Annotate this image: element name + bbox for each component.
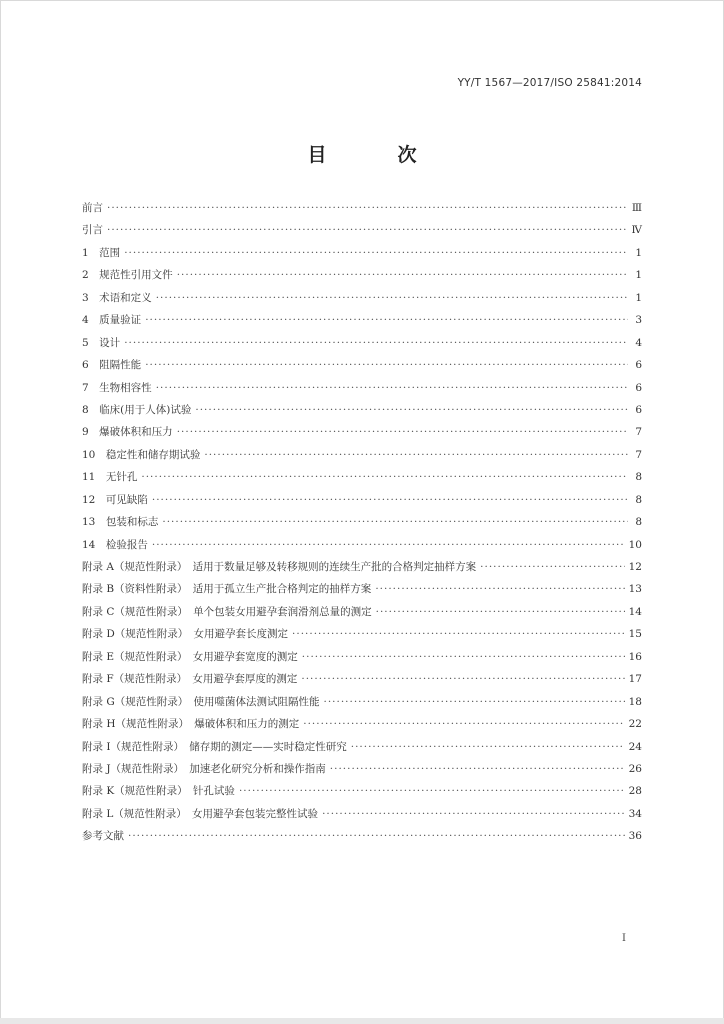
toc-entry[interactable] (82, 264, 642, 286)
toc-entry[interactable] (82, 803, 642, 825)
toc-leader-dots (128, 825, 625, 847)
toc-leader-dots (124, 332, 628, 354)
toc-entry[interactable] (82, 466, 642, 488)
toc-entry-label: 前言 (82, 202, 103, 214)
toc-entry[interactable] (82, 489, 642, 511)
toc-entry[interactable] (82, 511, 642, 533)
toc-entry-page: 13 (628, 583, 642, 596)
toc-entry-label: 附录 H（规范性附录） 爆破体积和压力的测定 (82, 718, 300, 731)
toc-entry-page: 16 (628, 650, 642, 663)
toc-entry-page: 22 (628, 718, 642, 731)
toc-leader-dots (145, 354, 628, 376)
toc-entry-label: 附录 E（规范性附录） 女用避孕套宽度的测定 (82, 650, 298, 663)
toc-entry[interactable] (82, 601, 642, 623)
toc-leader-dots (152, 534, 625, 556)
toc-entry-page: 15 (628, 628, 642, 641)
toc-entry[interactable] (82, 219, 642, 241)
toc-entry[interactable] (82, 534, 642, 556)
toc-entry[interactable] (82, 623, 642, 645)
toc-leader-dots (124, 242, 628, 264)
toc-leader-dots (303, 713, 624, 735)
toc-entry[interactable] (82, 780, 642, 802)
toc-entry-page: 34 (628, 807, 642, 820)
toc-entry-label: 6 阻隔性能 (82, 359, 142, 372)
toc-entry-label: 9 爆破体积和压力 (82, 426, 173, 439)
toc-entry-label: 5 设计 (82, 336, 121, 349)
toc-leader-dots (351, 736, 625, 758)
toc-entry[interactable] (82, 713, 642, 735)
toc-leader-dots (195, 399, 628, 421)
toc-entry-label: 附录 K（规范性附录） 针孔试验 (82, 785, 235, 798)
toc-entry-page: 12 (628, 561, 642, 573)
toc-entry-label: 引言 (82, 224, 103, 237)
toc-leader-dots (239, 780, 625, 802)
toc-entry-page: 6 (635, 403, 642, 416)
toc-entry-label: 1 范围 (82, 246, 121, 259)
toc-entry-page: 26 (628, 762, 642, 775)
toc-entry-label: 3 术语和定义 (82, 291, 152, 304)
standard-code: YY/T 1567—2017/ISO 25841:2014 (457, 77, 642, 89)
toc-entry-label: 7 生物相容性 (82, 381, 152, 394)
toc-entry[interactable] (82, 197, 642, 219)
toc-entry[interactable] (82, 578, 642, 600)
toc-entry[interactable] (82, 556, 642, 578)
toc-entry[interactable] (82, 691, 642, 713)
toc-entry-page: 36 (628, 830, 642, 843)
toc-entry-page: 8 (635, 516, 642, 529)
toc-entry-label: 8 临床(用于人体)试验 (82, 403, 192, 416)
toc-entry-page: 1 (635, 269, 642, 282)
toc-entry-label: 13 包装和标志 (82, 516, 159, 529)
toc-leader-dots (292, 623, 625, 645)
toc-entry-label: 4 质量验证 (82, 314, 142, 327)
toc-leader-dots (152, 489, 628, 511)
toc-entry-label: 附录 J（规范性附录） 加速老化研究分析和操作指南 (82, 762, 326, 775)
toc-entry-page: 10 (628, 538, 642, 551)
bottom-rule (0, 1018, 724, 1024)
toc-entry[interactable] (82, 421, 642, 443)
toc-leader-dots (323, 691, 624, 713)
toc-entry-page: 8 (635, 471, 642, 484)
toc-entry-label: 14 检验报告 (82, 538, 148, 551)
toc-entry-label: 参考文献 (82, 830, 124, 843)
toc-entry-page: 14 (628, 605, 642, 618)
toc-leader-dots (162, 511, 628, 533)
toc-entry-label: 2 规范性引用文件 (82, 269, 173, 282)
toc-entry-label: 11 无针孔 (82, 471, 138, 484)
toc-entry-label: 附录 A（规范性附录） 适用于数量足够及转移规则的连续生产批的合格判定抽样方案 (82, 561, 477, 573)
toc-leader-dots (322, 803, 625, 825)
toc-leader-dots (376, 601, 625, 623)
toc-entry[interactable] (82, 377, 642, 399)
toc-entry-page: 7 (635, 426, 642, 439)
toc-entry[interactable] (82, 758, 642, 780)
toc-entry-label: 附录 L（规范性附录） 女用避孕套包装完整性试验 (82, 807, 319, 820)
toc-entry-page: Ⅲ (631, 202, 642, 214)
toc-entry-page: 17 (628, 673, 642, 686)
toc-entry-label: 12 可见缺陷 (82, 493, 148, 506)
toc-leader-dots (177, 264, 628, 286)
toc-entry-label: 10 稳定性和储存期试验 (82, 448, 201, 461)
toc-entry-page: Ⅳ (631, 224, 642, 237)
toc-leader-dots (107, 219, 628, 241)
toc-entry-page: 3 (635, 314, 642, 327)
toc-entry[interactable] (82, 646, 642, 668)
toc-entry-label: 附录 B（资料性附录） 适用于孤立生产批合格判定的抽样方案 (82, 583, 372, 596)
toc-entry[interactable] (82, 332, 642, 354)
toc-entry[interactable] (82, 444, 642, 466)
table-of-contents (82, 197, 642, 848)
toc-entry-label: 附录 C（规范性附录） 单个包装女用避孕套润滑剂总量的测定 (82, 605, 372, 618)
toc-entry-label: 附录 G（规范性附录） 使用噬菌体法测试阻隔性能 (82, 695, 320, 708)
toc-entry-page: 6 (635, 381, 642, 394)
toc-leader-dots (302, 646, 625, 668)
toc-leader-dots (375, 578, 624, 600)
toc-entry-page: 4 (635, 336, 642, 349)
toc-entry-page: 28 (628, 785, 642, 798)
toc-leader-dots (301, 668, 624, 690)
toc-leader-dots (177, 421, 628, 443)
toc-entry[interactable] (82, 399, 642, 421)
toc-leader-dots (145, 309, 628, 331)
toc-entry[interactable] (82, 242, 642, 264)
toc-entry-label: 附录 I（规范性附录） 储存期的测定——实时稳定性研究 (82, 740, 347, 753)
toc-leader-dots (156, 377, 628, 399)
toc-entry[interactable] (82, 736, 642, 758)
toc-entry-page: 1 (635, 246, 642, 259)
toc-entry[interactable] (82, 309, 642, 331)
toc-leader-dots (141, 466, 628, 488)
toc-leader-dots (330, 758, 625, 780)
toc-entry[interactable] (82, 825, 642, 847)
toc-entry-page: 1 (635, 291, 642, 304)
page-title: 目 次 (307, 144, 443, 166)
toc-leader-dots (107, 197, 628, 219)
toc-leader-dots (480, 556, 624, 578)
toc-entry-page: 6 (635, 359, 642, 372)
toc-entry-page: 8 (635, 493, 642, 506)
toc-leader-dots (156, 287, 628, 309)
page-number: Ⅰ (622, 933, 626, 944)
toc-entry-label: 附录 F（规范性附录） 女用避孕套厚度的测定 (82, 673, 298, 686)
toc-entry[interactable] (82, 287, 642, 309)
toc-entry-label: 附录 D（规范性附录） 女用避孕套长度测定 (82, 628, 289, 641)
toc-entry-page: 18 (628, 695, 642, 708)
toc-entry-page: 24 (628, 740, 642, 753)
toc-leader-dots (204, 444, 628, 466)
toc-entry[interactable] (82, 354, 642, 376)
toc-entry[interactable] (82, 668, 642, 690)
toc-entry-page: 7 (635, 448, 642, 461)
